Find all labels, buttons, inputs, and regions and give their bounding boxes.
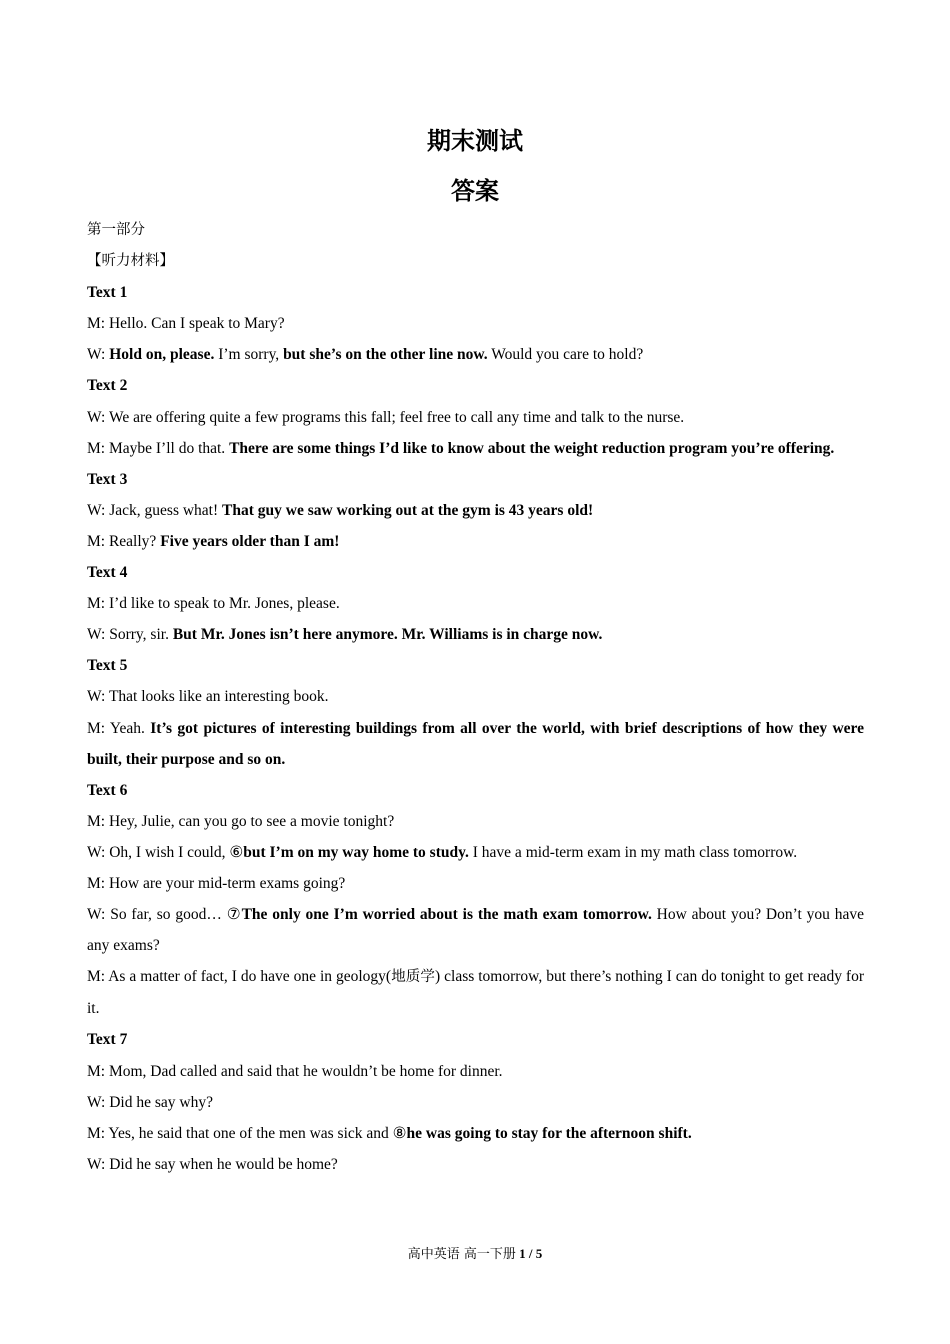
dialogue-text: W: Oh, I wish I could, ⑥ — [87, 843, 244, 861]
dialogue-bold-text: The only one I’m worried about is the math exam tomorrow. — [241, 906, 652, 924]
dialogue-text: W: So far, so good… ⑦ — [87, 906, 242, 924]
dialogue-line — [87, 1149, 864, 1180]
dialogue-text: M: Yes, he said that one of the men was sick and ⑧ — [87, 1124, 407, 1142]
text-heading-label: Text 2 — [87, 377, 128, 395]
dialogue-line — [87, 1056, 864, 1087]
dialogue-text: M: Yeah. — [87, 719, 151, 737]
dialogue-bold-text: but she’s on the other line now. — [283, 346, 488, 364]
footer-course: 高中英语 高一下册 — [407, 1247, 516, 1262]
dialogue-text: M: Maybe I’ll do that. — [87, 439, 230, 457]
text-heading — [87, 775, 864, 806]
dialogue-line — [87, 495, 864, 526]
dialogue-bold-text: But Mr. Jones isn’t here anymore. Mr. Williams is in charge now. — [172, 626, 603, 644]
dialogue-text: M: How are your mid-term exams going? — [87, 874, 346, 892]
dialogue-line — [87, 402, 864, 433]
dialogue-line — [87, 961, 864, 1024]
dialogue-line — [87, 526, 864, 557]
page-title: 期末测试 — [427, 127, 523, 155]
dialogue-line — [87, 837, 864, 868]
text-heading-label: Text 5 — [87, 657, 128, 675]
dialogue-text: M: As a matter of fact, I do have one in geology( — [87, 968, 392, 986]
dialogue-text: I have a mid-term exam in my math class tomorrow. — [468, 843, 798, 861]
dialogue-text: M: Mom, Dad called and said that he wouldn’t be home for dinner. — [87, 1062, 503, 1080]
section-label: 第一部分 — [87, 222, 145, 238]
dialogue-text: W: Did he say why? — [87, 1093, 213, 1111]
dialogue-line — [87, 588, 864, 619]
dialogue-line — [87, 1087, 864, 1118]
dialogue-bold-text: he was going to stay for the afternoon shift. — [406, 1124, 692, 1142]
dialogue-line — [87, 619, 864, 650]
dialogue-line — [87, 899, 864, 961]
dialogue-line — [87, 339, 864, 370]
dialogue-bold-text: It’s got pictures of interesting buildings from all over the world, with brief descriptions of how they were built, their purpose and so on. — [87, 719, 864, 768]
dialogue-text: ) class tomorrow, but there’s nothing I can do tonight to get ready for it. — [87, 968, 864, 1018]
listening-texts — [87, 277, 864, 1180]
dialogue-text: How about you? Don’t you have any exams? — [87, 906, 864, 955]
dialogue-text: I’m sorry, — [214, 346, 284, 364]
text-heading-label: Text 3 — [87, 470, 128, 488]
dialogue-bold-text: Hold on, please. — [109, 346, 215, 364]
dialogue-text: W: — [87, 346, 110, 364]
text-heading — [87, 557, 864, 588]
text-heading — [87, 1024, 864, 1055]
text-heading — [87, 370, 864, 401]
dialogue-line — [87, 806, 864, 837]
dialogue-text: Would you care to hold? — [487, 346, 644, 364]
dialogue-line — [87, 713, 864, 775]
text-heading — [87, 277, 864, 308]
dialogue-bold-text: Five years older than I am! — [160, 532, 340, 550]
text-heading-label: Text 4 — [87, 564, 128, 582]
dialogue-line — [87, 433, 864, 464]
dialogue-text: W: Sorry, sir. — [87, 626, 173, 644]
dialogue-text: W: We are offering quite a few programs this fall; feel free to call any time and talk to the nurse. — [87, 408, 685, 426]
page-subtitle: 答案 — [451, 177, 499, 205]
footer-page-total: 5 — [535, 1246, 543, 1261]
dialogue-text: W: That looks like an interesting book. — [87, 688, 329, 706]
dialogue-text: M: Hey, Julie, can you go to see a movie tonight? — [87, 812, 395, 830]
dialogue-bold-text: but I’m on my way home to study. — [243, 843, 469, 861]
dialogue-text: W: Jack, guess what! — [87, 501, 223, 519]
dialogue-line — [87, 1118, 864, 1149]
dialogue-text: M: I’d like to speak to Mr. Jones, please. — [87, 595, 340, 613]
text-heading — [87, 464, 864, 495]
material-label: 【听力材料】 — [87, 253, 174, 270]
dialogue-line — [87, 308, 864, 339]
dialogue-line — [87, 868, 864, 899]
text-heading — [87, 650, 864, 681]
page-footer — [0, 1244, 950, 1265]
text-heading-label: Text 1 — [87, 284, 128, 302]
text-heading-label: Text 6 — [87, 781, 128, 799]
dialogue-bold-text: That guy we saw working out at the gym is 43 years old! — [222, 501, 594, 519]
document-body — [87, 215, 864, 1180]
dialogue-text: M: Hello. Can I speak to Mary? — [87, 315, 285, 333]
footer-page-number: 1 — [519, 1246, 526, 1261]
dialogue-line — [87, 681, 864, 712]
dialogue-bold-text: There are some things I’d like to know about the weight reduction program you’re offering. — [229, 439, 835, 457]
dialogue-text: W: Did he say when he would be home? — [87, 1155, 338, 1173]
dialogue-text: M: Really? — [87, 532, 161, 550]
dialogue-chinese-text: 地质学 — [391, 969, 435, 986]
text-heading-label: Text 7 — [87, 1031, 128, 1049]
footer-separator: / — [528, 1246, 533, 1261]
